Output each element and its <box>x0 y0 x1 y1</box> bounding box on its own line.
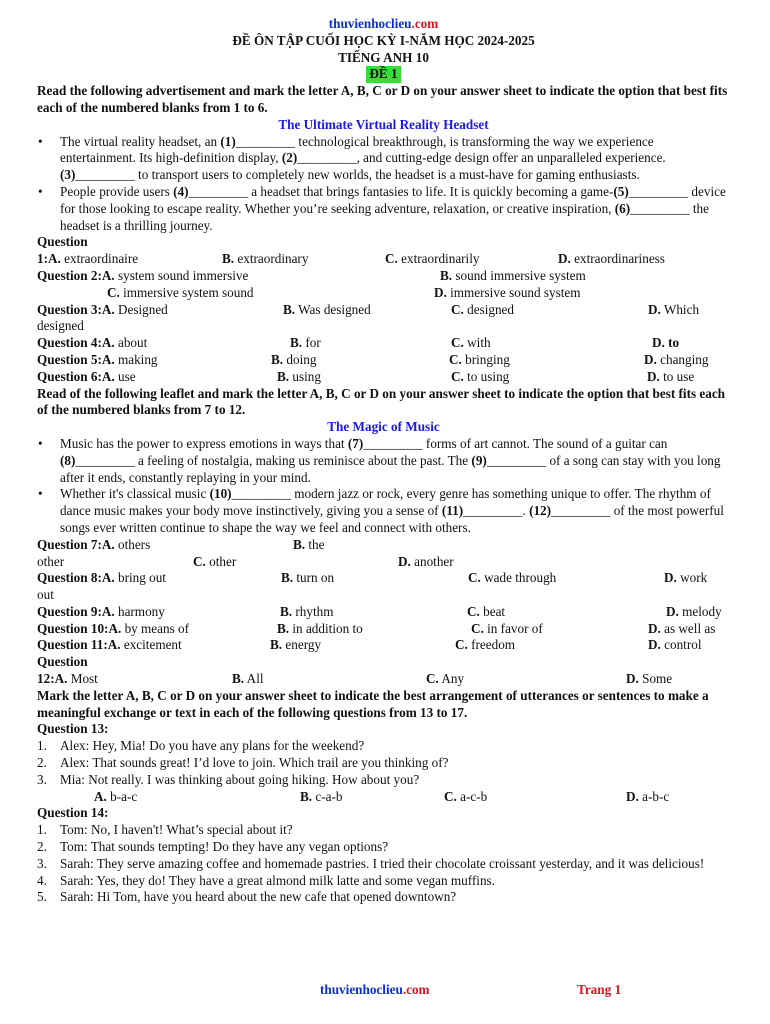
option-a: Question 10:A. by means of <box>37 620 190 636</box>
exam-code-badge: ĐỀ 1 <box>366 66 400 83</box>
option-a: A. b-a-c <box>94 788 138 804</box>
option-b: B. doing <box>271 351 317 367</box>
option-b-cont: other <box>37 553 65 569</box>
question-13-lines <box>37 738 730 788</box>
option-b: B. extraordinary <box>222 251 309 267</box>
document-page <box>37 16 730 906</box>
option-c: C. designed <box>451 301 515 317</box>
part3-instruction: Mark the letter A, B, C or D on your answer sheet to indicate the best arrangement of utterances or sentences to make a meaningful exchange or text in each of the following questions from 13 to 17. <box>37 687 709 720</box>
list-item: 3. Mia: Not really. I was thinking about going hiking. How about you? <box>37 771 420 787</box>
option-d-cont: out <box>37 587 54 603</box>
option-c: C. Any <box>426 671 465 687</box>
part1-instruction: Read the following advertisement and mark the letter A, B, C or D on your answer sheet to indicate the option that best fits each of the numbered blanks from 1 to 6. <box>37 83 728 115</box>
question-7 <box>37 537 730 554</box>
option-d: D. a-b-c <box>626 788 670 804</box>
subject-title: TIẾNG ANH 10 <box>338 49 429 65</box>
list-item: 4. Sarah: Yes, they do! They have a great almond milk latte and some vegan muffins. <box>37 872 495 888</box>
option-c: C. to using <box>451 368 510 384</box>
question-13-label: Question 13: <box>37 721 109 737</box>
question-5 <box>37 352 730 369</box>
option-a: Question 6:A. use <box>37 368 136 384</box>
question-14-lines <box>37 822 730 906</box>
option-c: C. a-c-b <box>444 788 488 804</box>
passage-bullet: • The virtual reality headset, an (1)_________ technological breakthrough, is transforming the way we experience entertainment. Its high-definition display, (2)_________, and cutting-edge design offer an unparalleled experience. (3)_________ to transport users to completely new worlds, the headset is a must-have for gaming enthusiasts. <box>60 134 730 184</box>
option-d: D. to use <box>647 368 695 384</box>
option-b: B. All <box>232 671 264 687</box>
option-d: D. changing <box>644 351 709 367</box>
option-d: D. control <box>648 637 702 653</box>
option-a: Question 4:A. about <box>37 335 148 351</box>
option-c: C. beat <box>467 603 506 619</box>
option-a: Question 2:A. system sound immersive <box>37 267 249 283</box>
option-b: B. c-a-b <box>300 788 343 804</box>
exam-code <box>37 66 730 83</box>
option-b: B. Was designed <box>283 301 371 317</box>
question-1 <box>37 251 730 268</box>
question-label: Question <box>37 654 88 670</box>
question-4 <box>37 335 730 352</box>
option-b: B. sound immersive system <box>440 267 586 283</box>
option-b: B. energy <box>270 637 322 653</box>
option-a: Question 8:A. bring out <box>37 570 166 586</box>
question-6 <box>37 369 730 386</box>
part1-passage <box>37 134 730 235</box>
option-c: C. extraordinarily <box>385 251 480 267</box>
question-3 <box>37 302 730 319</box>
option-b: B. the <box>293 536 325 552</box>
option-d-cont: designed <box>37 318 84 334</box>
passage-bullet: • Whether it's classical music (10)_________ modern jazz or rock, every genre has something unique to offer. The rhythm of dance music makes your body move instinctively, giving you a sense of (11)_________. (12)_________ of the most powerful songs ever written continue to shape the way we feel and connect with others. <box>60 486 730 536</box>
option-a: 1:A. extraordinaire <box>37 251 139 267</box>
option-c: C. freedom <box>455 637 516 653</box>
question-10 <box>37 621 730 638</box>
option-c: C. in favor of <box>471 620 543 636</box>
passage-bullet: • People provide users (4)_________ a headset that brings fantasies to life. It is quickly becoming a game-(5)_________ device for those looking to escape reality. Whether you’re seeking adventure, relaxation, or creative inspiration, (6)_________ the headset is a thrilling journey. <box>60 184 730 234</box>
question-13-options <box>37 789 730 806</box>
question-7-cont <box>37 554 730 571</box>
list-item: 3. Sarah: They serve amazing coffee and homemade pastries. I tried their chocolate croissant yesterday, and it was delicious! <box>37 855 705 871</box>
question-2-cont <box>37 285 730 302</box>
option-c: C. wade through <box>468 570 557 586</box>
part1-title: The Ultimate Virtual Reality Headset <box>278 116 489 132</box>
question-12 <box>37 671 730 688</box>
question-8 <box>37 570 730 587</box>
list-item: 2. Tom: That sounds tempting! Do they have any vegan options? <box>37 839 389 855</box>
passage-bullet: • Music has the power to express emotions in ways that (7)_________ forms of art cannot. The sound of a guitar can (8)_________ a feeling of nostalgia, making us reminisce about the past. The (9)_________ of a song can stay with you long after it ends, constantly replaying in your mind. <box>60 436 730 486</box>
list-item: 1. Alex: Hey, Mia! Do you have any plans for the weekend? <box>37 738 365 754</box>
option-c: C. with <box>451 335 491 351</box>
option-b: B. for <box>290 335 321 351</box>
option-a: Question 3:A. Designed <box>37 301 168 317</box>
list-item: 5. Sarah: Hi Tom, have you heard about the new cafe that opened downtown? <box>37 889 457 905</box>
option-a: Question 7:A. others <box>37 536 151 552</box>
option-d: D. Some <box>626 671 673 687</box>
site-domain: .com <box>411 16 439 31</box>
option-d: D. extraordinariness <box>558 251 665 267</box>
option-a: Question 5:A. making <box>37 351 158 367</box>
exam-title: ĐỀ ÔN TẬP CUỐI HỌC KỲ I-NĂM HỌC 2024-2025 <box>232 32 535 48</box>
option-a: 12:A. Most <box>37 671 98 687</box>
option-c: C. immersive system sound <box>107 284 254 300</box>
option-b: B. in addition to <box>277 620 363 636</box>
list-item: 2. Alex: That sounds great! I’d love to join. Which trail are you thinking of? <box>37 755 449 771</box>
page-number: Trang 1 <box>577 982 622 997</box>
option-c: C. other <box>193 553 237 569</box>
question-11 <box>37 637 730 654</box>
part2-passage <box>37 436 730 537</box>
list-item: 1. Tom: No, I haven't! What’s special about it? <box>37 822 293 838</box>
part2-instruction: Read of the following leaflet and mark the letter A, B, C or D on your answer sheet to indicate the option that best fits each of the numbered blanks from 7 to 12. <box>37 385 726 418</box>
option-b: B. turn on <box>281 570 335 586</box>
question-label: Question <box>37 234 88 250</box>
question-9 <box>37 604 730 621</box>
question-2 <box>37 268 730 285</box>
option-d: D. immersive sound system <box>434 284 581 300</box>
footer-site: thuvienhoclieu.com <box>320 982 430 997</box>
option-d: D. work <box>664 570 708 586</box>
option-a: Question 9:A. harmony <box>37 603 165 619</box>
part2-title: The Magic of Music <box>327 419 440 435</box>
option-d: D. melody <box>666 603 722 619</box>
option-d: D. as well as <box>648 620 716 636</box>
option-c: C. bringing <box>449 351 510 367</box>
option-d: D. Which <box>648 301 700 317</box>
site-name: thuvienhoclieu <box>328 16 412 31</box>
option-d: D. another <box>398 553 454 569</box>
option-a: Question 11:A. excitement <box>37 637 182 653</box>
question-14-label: Question 14: <box>37 805 109 821</box>
page-footer <box>0 982 770 1000</box>
option-b: B. using <box>277 368 321 384</box>
site-header <box>37 16 730 33</box>
option-d: D. to <box>652 335 680 351</box>
option-b: B. rhythm <box>280 603 334 619</box>
